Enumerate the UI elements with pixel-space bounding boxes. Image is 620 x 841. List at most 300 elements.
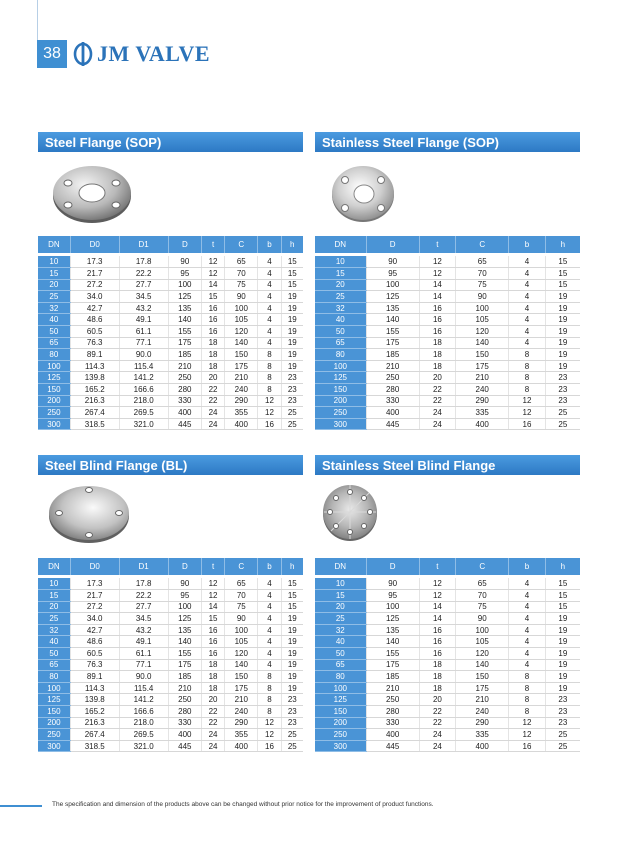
table-cell: 15 [281, 279, 303, 291]
table-cell: 105 [225, 314, 258, 326]
dn-cell: 150 [315, 384, 366, 396]
table-cell: 19 [545, 360, 580, 372]
table-cell: 15 [545, 578, 580, 590]
table-row [315, 302, 580, 314]
table-cell: 90 [456, 613, 509, 625]
table-row [38, 291, 303, 303]
table-row [38, 694, 303, 706]
table-cell: 34.5 [119, 291, 168, 303]
table-cell: 290 [225, 395, 258, 407]
table-cell: 27.2 [70, 601, 119, 613]
table-cell: 8 [509, 372, 546, 384]
dn-cell: 65 [315, 659, 366, 671]
table-row [38, 636, 303, 648]
table-cell: 8 [509, 682, 546, 694]
table-cell: 114.3 [70, 360, 119, 372]
table-row [38, 384, 303, 396]
table-cell: 27.7 [119, 601, 168, 613]
table-row [315, 326, 580, 338]
table-cell: 16 [419, 648, 456, 660]
table-cell: 12 [509, 717, 546, 729]
table-cell: 24 [419, 729, 456, 741]
dn-cell: 20 [315, 279, 366, 291]
dn-cell: 32 [315, 624, 366, 636]
dn-cell: 65 [38, 659, 70, 671]
table-cell: 90 [366, 578, 419, 590]
table-row [38, 740, 303, 752]
table-cell: 269.5 [119, 729, 168, 741]
dn-cell: 200 [315, 717, 366, 729]
table-cell: 22.2 [119, 268, 168, 280]
stainless-sop-table [315, 236, 580, 430]
column-header: h [281, 236, 303, 253]
table-cell: 166.6 [119, 706, 168, 718]
table-cell: 49.1 [119, 314, 168, 326]
dn-cell: 125 [315, 372, 366, 384]
steel-flange-image [50, 163, 134, 225]
table-cell: 18 [202, 360, 225, 372]
table-cell: 15 [545, 279, 580, 291]
table-cell: 65 [456, 256, 509, 268]
dn-cell: 150 [38, 706, 70, 718]
table-row [38, 395, 303, 407]
table-cell: 4 [509, 590, 546, 602]
table-cell: 4 [258, 590, 281, 602]
table-cell: 321.0 [119, 418, 168, 430]
table-cell: 4 [509, 314, 546, 326]
table-cell: 19 [281, 648, 303, 660]
table-cell: 175 [225, 360, 258, 372]
table-cell: 318.5 [70, 418, 119, 430]
table-cell: 14 [419, 613, 456, 625]
table-cell: 12 [202, 578, 225, 590]
table-cell: 140 [168, 636, 201, 648]
table-cell: 318.5 [70, 740, 119, 752]
table-row [315, 407, 580, 419]
table-cell: 185 [168, 349, 201, 361]
dn-cell: 100 [38, 682, 70, 694]
table-cell: 240 [225, 384, 258, 396]
table-row [315, 636, 580, 648]
table-cell: 12 [202, 268, 225, 280]
table-header-row [38, 236, 303, 253]
table-cell: 100 [168, 279, 201, 291]
table-cell: 19 [281, 613, 303, 625]
table-cell: 400 [225, 740, 258, 752]
table-cell: 290 [456, 717, 509, 729]
table-row [315, 648, 580, 660]
table-row [315, 590, 580, 602]
table-cell: 115.4 [119, 682, 168, 694]
table-cell: 15 [545, 590, 580, 602]
table-cell: 8 [258, 694, 281, 706]
column-header: DN [38, 236, 70, 253]
dn-cell: 50 [38, 648, 70, 660]
table-cell: 89.1 [70, 349, 119, 361]
table-cell: 210 [456, 694, 509, 706]
table-cell: 4 [258, 613, 281, 625]
table-cell: 22 [202, 717, 225, 729]
table-cell: 22 [419, 717, 456, 729]
table-cell: 240 [225, 706, 258, 718]
table-cell: 4 [509, 337, 546, 349]
table-cell: 24 [419, 418, 456, 430]
table-cell: 15 [545, 601, 580, 613]
table-cell: 4 [258, 291, 281, 303]
table-cell: 75 [456, 601, 509, 613]
table-cell: 8 [258, 682, 281, 694]
table-cell: 4 [258, 314, 281, 326]
table-cell: 175 [225, 682, 258, 694]
table-cell: 120 [456, 326, 509, 338]
table-cell: 12 [509, 407, 546, 419]
table-cell: 250 [366, 372, 419, 384]
table-cell: 24 [419, 407, 456, 419]
table-cell: 20 [419, 372, 456, 384]
table-cell: 16 [202, 314, 225, 326]
table-cell: 4 [258, 624, 281, 636]
table-cell: 18 [419, 671, 456, 683]
table-cell: 330 [168, 717, 201, 729]
steel-blind-flange-image [46, 483, 132, 545]
table-cell: 15 [281, 578, 303, 590]
table-cell: 8 [509, 706, 546, 718]
table-row [315, 291, 580, 303]
table-cell: 150 [456, 349, 509, 361]
table-cell: 70 [225, 268, 258, 280]
table-cell: 19 [545, 624, 580, 636]
table-cell: 19 [281, 360, 303, 372]
table-cell: 280 [168, 706, 201, 718]
table-row [38, 337, 303, 349]
table-cell: 23 [281, 717, 303, 729]
table-row [38, 407, 303, 419]
table-cell: 34.0 [70, 613, 119, 625]
table-cell: 17.3 [70, 578, 119, 590]
table-cell: 15 [545, 268, 580, 280]
table-cell: 12 [258, 407, 281, 419]
table-cell: 15 [545, 256, 580, 268]
table-cell: 25 [281, 740, 303, 752]
table-cell: 65 [456, 578, 509, 590]
table-row [38, 613, 303, 625]
dn-cell: 80 [38, 349, 70, 361]
table-cell: 330 [366, 395, 419, 407]
table-cell: 139.8 [70, 694, 119, 706]
table-cell: 8 [509, 360, 546, 372]
table-cell: 280 [366, 384, 419, 396]
column-header: C [456, 236, 509, 253]
table-cell: 115.4 [119, 360, 168, 372]
table-cell: 16 [419, 302, 456, 314]
table-cell: 27.7 [119, 279, 168, 291]
table-cell: 18 [419, 659, 456, 671]
steel-bl-table [38, 558, 303, 752]
table-cell: 20 [202, 694, 225, 706]
table-row [38, 418, 303, 430]
table-cell: 12 [419, 578, 456, 590]
table-cell: 210 [225, 372, 258, 384]
column-header: t [419, 558, 456, 575]
table-cell: 155 [168, 326, 201, 338]
table-cell: 185 [366, 671, 419, 683]
table-cell: 100 [456, 302, 509, 314]
table-cell: 218.0 [119, 395, 168, 407]
table-cell: 185 [168, 671, 201, 683]
table-cell: 23 [545, 395, 580, 407]
table-cell: 218.0 [119, 717, 168, 729]
table-cell: 22 [202, 706, 225, 718]
table-cell: 16 [258, 740, 281, 752]
table-cell: 25 [545, 729, 580, 741]
table-cell: 445 [366, 740, 419, 752]
table-cell: 48.6 [70, 636, 119, 648]
table-cell: 8 [258, 706, 281, 718]
table-cell: 23 [545, 694, 580, 706]
dn-cell: 10 [38, 578, 70, 590]
table-cell: 90 [225, 291, 258, 303]
table-cell: 210 [366, 360, 419, 372]
dn-cell: 250 [38, 407, 70, 419]
table-cell: 400 [366, 407, 419, 419]
table-cell: 12 [258, 395, 281, 407]
table-cell: 280 [168, 384, 201, 396]
table-cell: 100 [456, 624, 509, 636]
table-cell: 22.2 [119, 590, 168, 602]
table-row [315, 624, 580, 636]
column-header: h [545, 558, 580, 575]
column-header: b [258, 236, 281, 253]
stainless-blind-flange-image [320, 483, 380, 543]
table-cell: 19 [545, 291, 580, 303]
table-cell: 140 [456, 659, 509, 671]
dn-cell: 250 [315, 729, 366, 741]
table-cell: 155 [366, 326, 419, 338]
dn-cell: 80 [315, 349, 366, 361]
table-cell: 140 [366, 636, 419, 648]
table-cell: 19 [545, 337, 580, 349]
table-cell: 140 [456, 337, 509, 349]
table-row [38, 659, 303, 671]
dn-cell: 40 [38, 314, 70, 326]
dn-cell: 80 [38, 671, 70, 683]
table-cell: 216.3 [70, 717, 119, 729]
table-cell: 23 [545, 706, 580, 718]
table-cell: 43.2 [119, 624, 168, 636]
table-cell: 25 [281, 729, 303, 741]
column-header: D [168, 236, 201, 253]
table-cell: 4 [509, 302, 546, 314]
table-cell: 166.6 [119, 384, 168, 396]
table-cell: 76.3 [70, 659, 119, 671]
dn-cell: 50 [38, 326, 70, 338]
table-cell: 65 [225, 256, 258, 268]
table-cell: 330 [366, 717, 419, 729]
table-cell: 25 [281, 418, 303, 430]
table-row [38, 682, 303, 694]
table-cell: 4 [258, 636, 281, 648]
valve-logo-icon [73, 42, 93, 66]
table-cell: 240 [456, 384, 509, 396]
table-cell: 12 [258, 729, 281, 741]
table-cell: 15 [281, 256, 303, 268]
dn-cell: 300 [315, 418, 366, 430]
table-cell: 24 [202, 418, 225, 430]
table-cell: 19 [545, 349, 580, 361]
table-cell: 165.2 [70, 706, 119, 718]
footer-rule [0, 805, 42, 807]
table-cell: 19 [545, 659, 580, 671]
dn-cell: 25 [38, 613, 70, 625]
dn-cell: 250 [315, 407, 366, 419]
table-row [38, 372, 303, 384]
table-cell: 8 [509, 384, 546, 396]
table-cell: 8 [258, 671, 281, 683]
table-row [38, 326, 303, 338]
table-cell: 25 [281, 407, 303, 419]
table-cell: 100 [366, 279, 419, 291]
table-row [315, 682, 580, 694]
table-cell: 34.0 [70, 291, 119, 303]
table-cell: 19 [545, 671, 580, 683]
table-cell: 70 [225, 590, 258, 602]
table-row [38, 729, 303, 741]
table-cell: 12 [419, 590, 456, 602]
table-cell: 140 [366, 314, 419, 326]
table-cell: 4 [509, 279, 546, 291]
table-cell: 155 [168, 648, 201, 660]
table-cell: 8 [509, 671, 546, 683]
dn-cell: 32 [315, 302, 366, 314]
table-cell: 16 [202, 302, 225, 314]
table-cell: 15 [281, 590, 303, 602]
table-cell: 23 [281, 694, 303, 706]
table-cell: 105 [456, 636, 509, 648]
table-cell: 8 [258, 349, 281, 361]
table-cell: 269.5 [119, 407, 168, 419]
table-cell: 90 [366, 256, 419, 268]
table-cell: 14 [419, 279, 456, 291]
column-header: D [366, 236, 419, 253]
table-row [315, 360, 580, 372]
table-header-row [315, 236, 580, 253]
table-row [38, 601, 303, 613]
steel-sop-table [38, 236, 303, 430]
table-cell: 4 [258, 268, 281, 280]
table-cell: 400 [366, 729, 419, 741]
table-row [315, 613, 580, 625]
section-title-steel-sop: Steel Flange (SOP) [38, 132, 303, 152]
table-cell: 100 [225, 624, 258, 636]
table-cell: 48.6 [70, 314, 119, 326]
table-cell: 210 [168, 682, 201, 694]
table-cell: 8 [509, 694, 546, 706]
table-cell: 4 [258, 648, 281, 660]
table-row [38, 590, 303, 602]
table-cell: 95 [366, 590, 419, 602]
table-cell: 18 [419, 349, 456, 361]
dn-cell: 100 [38, 360, 70, 372]
table-row [315, 314, 580, 326]
dn-cell: 50 [315, 326, 366, 338]
table-cell: 267.4 [70, 729, 119, 741]
table-cell: 16 [419, 326, 456, 338]
column-header: t [202, 236, 225, 253]
table-cell: 8 [258, 360, 281, 372]
table-cell: 16 [419, 624, 456, 636]
table-cell: 14 [202, 601, 225, 613]
table-cell: 4 [509, 613, 546, 625]
table-row [315, 729, 580, 741]
table-cell: 14 [419, 601, 456, 613]
table-cell: 4 [258, 601, 281, 613]
dn-cell: 100 [315, 360, 366, 372]
table-cell: 18 [202, 337, 225, 349]
table-row [315, 279, 580, 291]
table-cell: 60.5 [70, 648, 119, 660]
dn-cell: 100 [315, 682, 366, 694]
table-row [315, 706, 580, 718]
dn-cell: 25 [315, 291, 366, 303]
table-cell: 90.0 [119, 671, 168, 683]
table-cell: 4 [258, 302, 281, 314]
column-header: DN [315, 236, 366, 253]
dn-cell: 200 [315, 395, 366, 407]
table-cell: 20 [202, 372, 225, 384]
table-cell: 141.2 [119, 694, 168, 706]
table-cell: 175 [456, 360, 509, 372]
table-cell: 12 [419, 268, 456, 280]
table-cell: 75 [225, 601, 258, 613]
table-cell: 135 [168, 624, 201, 636]
table-cell: 290 [225, 717, 258, 729]
table-cell: 150 [456, 671, 509, 683]
table-cell: 16 [202, 326, 225, 338]
table-row [315, 268, 580, 280]
table-cell: 175 [366, 659, 419, 671]
header-rule [37, 0, 38, 40]
table-row [38, 314, 303, 326]
table-cell: 16 [419, 636, 456, 648]
table-cell: 70 [456, 268, 509, 280]
table-row [38, 717, 303, 729]
table-cell: 25 [545, 418, 580, 430]
table-cell: 16 [509, 418, 546, 430]
table-cell: 16 [509, 740, 546, 752]
table-cell: 267.4 [70, 407, 119, 419]
table-cell: 280 [366, 706, 419, 718]
table-row [315, 337, 580, 349]
table-cell: 19 [545, 314, 580, 326]
column-header: D [366, 558, 419, 575]
table-cell: 23 [281, 706, 303, 718]
table-row [38, 624, 303, 636]
table-cell: 4 [258, 279, 281, 291]
table-cell: 75 [456, 279, 509, 291]
table-row [38, 360, 303, 372]
column-header: C [225, 558, 258, 575]
table-cell: 19 [281, 349, 303, 361]
table-cell: 210 [168, 360, 201, 372]
table-cell: 8 [509, 349, 546, 361]
dn-cell: 200 [38, 717, 70, 729]
table-cell: 76.3 [70, 337, 119, 349]
column-header: D0 [70, 558, 119, 575]
table-cell: 16 [202, 624, 225, 636]
dn-cell: 15 [38, 268, 70, 280]
column-header: C [456, 558, 509, 575]
table-cell: 8 [258, 384, 281, 396]
